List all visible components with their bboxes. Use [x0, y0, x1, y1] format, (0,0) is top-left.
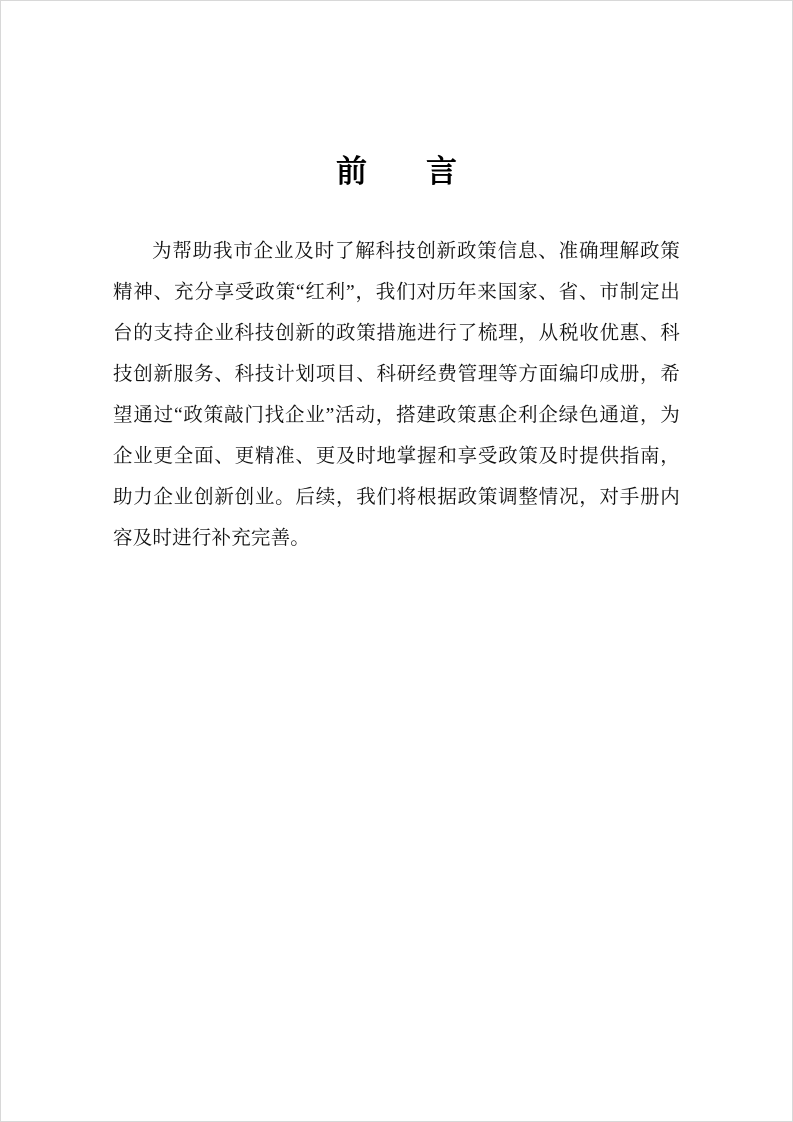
- page-title: 前 言: [336, 154, 471, 189]
- document-content: [113, 150, 680, 559]
- preface-paragraph: 为帮助我市企业及时了解科技创新政策信息、准确理解政策精神、充分享受政策“红利”，我们对历年来国家、省、市制定出台的支持企业科技创新的政策措施进行了梳理，从税收优惠、科技创新服务、科技计划项目、科研经费管理等方面编印成册，希望通过“政策敲门找企业”活动，搭建政策惠企利企绿色通道，为企业更全面、更精准、更及时地掌握和享受政策及时提供指南，助力企业创新创业。后续，我们将根据政策调整情况，对手册内容及时进行补充完善。: [113, 241, 680, 550]
